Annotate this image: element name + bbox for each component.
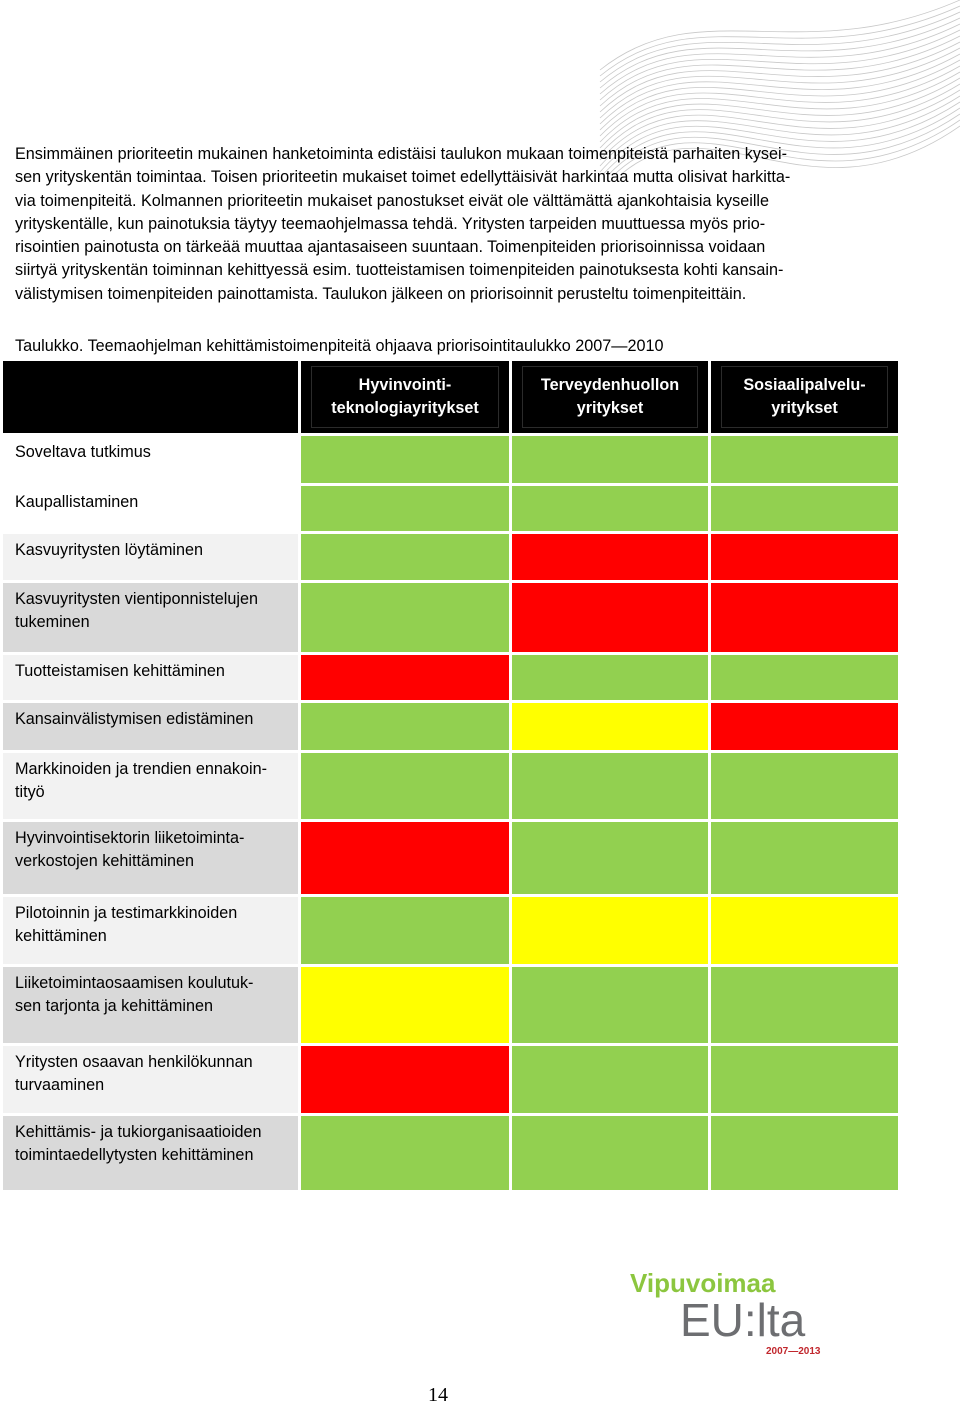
- priority-cell-red: [711, 583, 898, 655]
- table-row: [3, 486, 898, 534]
- page-number: 14: [428, 1384, 448, 1406]
- table-header-row: [3, 361, 898, 433]
- priority-cell-green: [711, 967, 898, 1046]
- priority-cell-yellow: [512, 897, 711, 967]
- row-label: [3, 703, 301, 753]
- row-label: [3, 897, 301, 967]
- column-header-line: Sosiaalipalvelu-: [743, 376, 866, 394]
- row-label: [3, 1116, 301, 1193]
- logo-years: 2007—2013: [766, 1346, 821, 1357]
- table-row: [3, 822, 898, 897]
- table-row: [3, 534, 898, 583]
- row-label-line: Hyvinvointisektorin liiketoiminta-: [15, 829, 245, 847]
- row-label-line: toimintaedellytysten kehittäminen: [15, 1146, 254, 1164]
- priority-cell-green: [512, 753, 711, 822]
- logo-line2: EU:lta: [680, 1294, 806, 1346]
- vipuvoimaa-eu-logo: [628, 1268, 828, 1358]
- priority-cell-yellow: [301, 967, 512, 1046]
- wave-line: [600, 12, 960, 82]
- wave-line: [600, 66, 960, 136]
- row-label: [3, 486, 301, 534]
- priority-cell-red: [512, 583, 711, 655]
- column-header-box: [311, 366, 499, 428]
- row-label-line: Soveltava tutkimus: [15, 443, 151, 461]
- priority-cell-green: [301, 583, 512, 655]
- priority-cell-green: [512, 822, 711, 897]
- table-row: [3, 1116, 898, 1193]
- row-label-line: Kansainvälistymisen edistäminen: [15, 710, 254, 728]
- priority-cell-green: [711, 1116, 898, 1193]
- column-header-line: teknologiayritykset: [331, 399, 479, 417]
- priority-cell-green: [711, 486, 898, 534]
- priority-cell-green: [301, 433, 512, 486]
- priority-cell-green: [512, 655, 711, 703]
- column-header: [711, 361, 898, 433]
- priority-cell-green: [301, 534, 512, 583]
- column-header-line: Hyvinvointi-: [358, 376, 452, 394]
- intro-line: risointien painotusta on tärkeää muuttaa ajantasaiseen suuntaan. Toimenpiteiden priorisoinnissa voidaan: [15, 238, 766, 257]
- priority-cell-green: [512, 1116, 711, 1193]
- priority-cell-red: [301, 1046, 512, 1116]
- priority-cell-red: [301, 822, 512, 897]
- row-label-line: Kaupallistaminen: [15, 493, 139, 511]
- priority-cell-red: [512, 534, 711, 583]
- priority-cell-green: [711, 822, 898, 897]
- logo-line1: Vipuvoimaa: [630, 1268, 776, 1298]
- row-label-line: sen tarjonta ja kehittäminen: [15, 997, 213, 1015]
- column-header: [301, 361, 512, 433]
- priority-cell-red: [301, 655, 512, 703]
- priority-cell-green: [512, 433, 711, 486]
- column-header-label: [743, 374, 865, 420]
- row-label-line: kehittäminen: [15, 927, 107, 945]
- column-header-line: yritykset: [771, 399, 838, 417]
- row-label: [3, 822, 301, 897]
- priority-cell-green: [301, 1116, 512, 1193]
- table-row: [3, 1046, 898, 1116]
- row-label: [3, 433, 301, 486]
- column-header: [512, 361, 711, 433]
- row-label-line: Kehittämis- ja tukiorganisaatioiden: [15, 1123, 262, 1141]
- row-label: [3, 583, 301, 655]
- table-row: [3, 703, 898, 753]
- priority-cell-red: [711, 703, 898, 753]
- row-label-line: Liiketoimintaosaamisen koulutuk-: [15, 974, 254, 992]
- priority-cell-green: [711, 433, 898, 486]
- priority-cell-green: [512, 486, 711, 534]
- intro-line: sen yrityskentän toimintaa. Toisen prioriteetin mukaiset toimet edellyttäisivät harkintaa mutta olisivat harkitta-: [15, 168, 791, 187]
- row-label-line: Pilotoinnin ja testimarkkinoiden: [15, 904, 238, 922]
- priority-cell-yellow: [512, 703, 711, 753]
- intro-line: via toimenpiteitä. Kolmannen prioriteetin mukaiset panostukset eivät ole välttämättä ajankohtaisia kyseille: [15, 191, 770, 210]
- row-label-line: Kasvuyritysten löytäminen: [15, 541, 204, 559]
- priority-cell-green: [301, 897, 512, 967]
- row-label: [3, 655, 301, 703]
- row-label-line: Markkinoiden ja trendien ennakoin-: [15, 760, 267, 778]
- row-label: [3, 753, 301, 822]
- row-label-line: verkostojen kehittäminen: [15, 852, 195, 870]
- table-row: [3, 967, 898, 1046]
- row-label-line: tityö: [15, 783, 45, 801]
- priority-cell-yellow: [711, 897, 898, 967]
- intro-line: yrityskentälle, kun painotuksia täytyy teemaohjelmassa tehdä. Yritysten tarpeiden muuttuessa myös prio-: [15, 214, 766, 233]
- row-label: [3, 534, 301, 583]
- column-header-line: yritykset: [576, 399, 644, 417]
- row-label-line: turvaaminen: [15, 1076, 105, 1094]
- table-row: [3, 897, 898, 967]
- priority-cell-green: [711, 1046, 898, 1116]
- wave-line: [600, 0, 960, 70]
- priority-cell-green: [711, 655, 898, 703]
- priority-cell-green: [301, 486, 512, 534]
- intro-line: siirtyä yrityskentän toiminnan kehittyessä esim. tuotteistamisen toimenpiteiden painotuksesta kohti kansain-: [15, 261, 784, 280]
- row-label: [3, 1046, 301, 1116]
- wave-line: [600, 78, 960, 148]
- table-caption: Taulukko. Teemaohjelman kehittämistoimenpiteitä ohjaava priorisointitaulukko 2007—2010: [15, 337, 664, 355]
- column-header-box: [721, 366, 888, 428]
- prioritization-table: [3, 361, 898, 1193]
- row-label-line: Yritysten osaavan henkilökunnan: [15, 1053, 253, 1071]
- priority-cell-green: [301, 753, 512, 822]
- table-row: [3, 583, 898, 655]
- row-label-line: Kasvuyritysten vientiponnistelujen: [15, 590, 258, 608]
- column-header-label: [331, 374, 479, 420]
- table-row: [3, 433, 898, 486]
- wave-line: [600, 72, 960, 142]
- column-header-line: Terveydenhuollon: [540, 376, 680, 394]
- table-header-corner: [3, 361, 301, 433]
- column-header-label: [541, 374, 679, 420]
- column-header-box: [522, 366, 698, 428]
- table-row: [3, 753, 898, 822]
- priority-cell-green: [512, 967, 711, 1046]
- priority-cell-green: [512, 1046, 711, 1116]
- priority-cell-green: [301, 703, 512, 753]
- table-row: [3, 655, 898, 703]
- row-label-line: Tuotteistamisen kehittäminen: [15, 662, 225, 680]
- wave-line: [600, 48, 960, 118]
- priority-cell-red: [711, 534, 898, 583]
- intro-line: Ensimmäinen prioriteetin mukainen hanketoiminta edistäisi taulukon mukaan toimenpiteistä parhaiten kysei-: [15, 145, 788, 163]
- row-label: [3, 967, 301, 1046]
- priority-cell-green: [711, 753, 898, 822]
- intro-paragraph: [15, 143, 861, 306]
- intro-line: välistymisen toimenpiteiden painottamista. Taulukon jälkeen on priorisoinnit perusteltu toimenpiteittäin.: [15, 284, 747, 303]
- row-label-line: tukeminen: [15, 613, 90, 631]
